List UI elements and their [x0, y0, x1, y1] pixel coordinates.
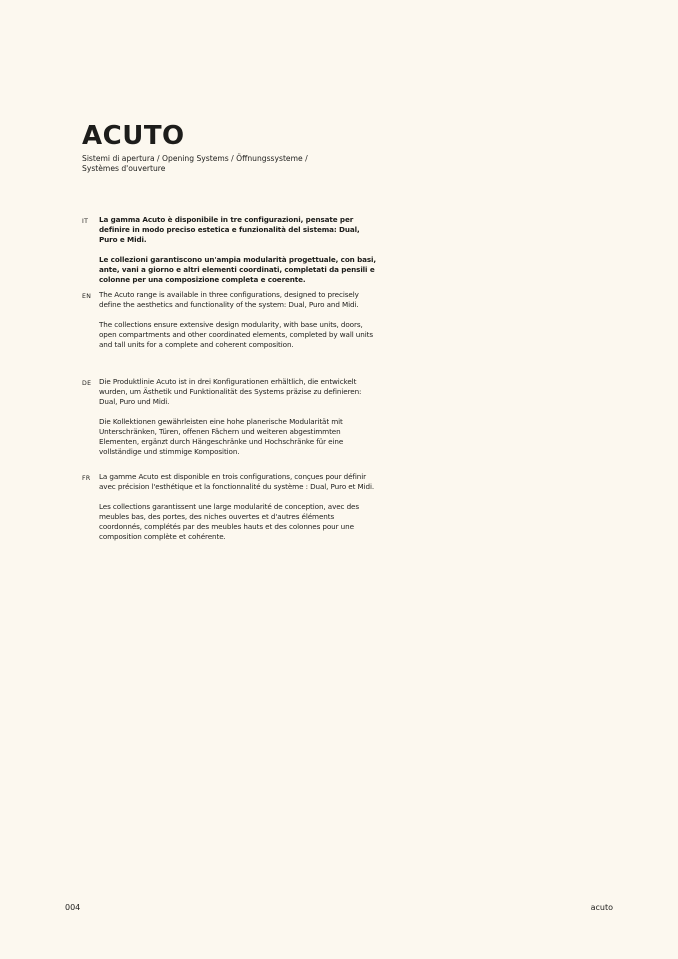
paragraph-en-2: The collections ensure extensive design modularity, with base units, doors, open compartments and other coordinated elements, completed by wall units and tall units for a complete and coherent composition. [99, 320, 373, 349]
language-code-fr: FR [82, 475, 91, 482]
language-code-de: DE [82, 380, 92, 387]
section-it-body [99, 215, 379, 285]
section-fr-body [99, 472, 379, 542]
language-code-it: IT [82, 218, 89, 225]
footer-brand: acuto [590, 903, 613, 912]
page-subtitle: Sistemi di apertura / Opening Systems / Öffnungssysteme / Systèmes d'ouverture [82, 154, 308, 173]
paragraph-fr-2: Les collections garantissent une large modularité de conception, avec des meubles bas, des portes, des niches ouvertes et d'autres éléments coordonnés, complétés par des meubles hauts et des colonnes pour une composition complète et cohérente. [99, 502, 360, 541]
paragraph-de-2: Die Kollektionen gewährleisten eine hohe planerische Modularität mit Unterschränken, Türen, offenen Fächern und weiteren abgestimmten Elementen, ergänzt durch Hängeschränke und Hochschränke für eine vollständige und stimmige Komposition. [99, 417, 344, 456]
paragraph-it-2: Le collezioni garantiscono un'ampia modularità progettuale, con basi, ante, vani a giorno e altri elementi coordinati, completati da pensili e colonne per una composizione completa e coerente. [99, 255, 377, 284]
language-code-en: EN [82, 293, 92, 300]
section-en-body [99, 290, 379, 350]
paragraph-it-1: La gamma Acuto è disponibile in tre configurazioni, pensate per definire in modo preciso estetica e funzionalità del sistema: Dual, Puro e Midi. [99, 215, 360, 244]
page-number: 004 [65, 903, 81, 912]
paragraph-fr-1: La gamme Acuto est disponible en trois configurations, conçues pour définir avec précision l'esthétique et la fonctionnalité du système : Dual, Puro et Midi. [99, 472, 375, 491]
paragraph-en-1: The Acuto range is available in three configurations, designed to precisely define the aesthetics and functionality of the system: Dual, Puro and Midi. [99, 290, 359, 309]
page-title: ACUTO [82, 121, 185, 151]
section-de-body [99, 377, 379, 457]
paragraph-de-1: Die Produktlinie Acuto ist in drei Konfigurationen erhältlich, die entwickelt wurden, um Ästhetik und Funktionalität des Systems präzise zu definieren: Dual, Puro und Midi. [99, 377, 362, 406]
